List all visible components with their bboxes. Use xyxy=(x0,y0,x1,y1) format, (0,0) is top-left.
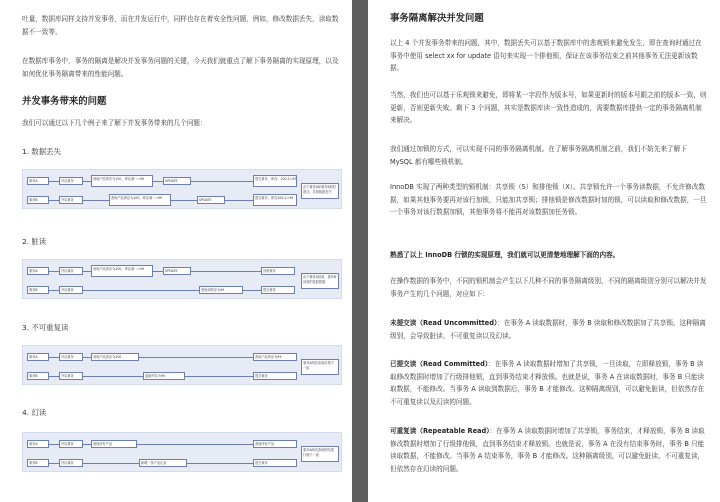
diagram-box: 开启事务 xyxy=(59,353,83,361)
diagram-box: 回滚事务 xyxy=(261,267,295,275)
diagram-box: 查询产品库存为100，库存减一=99 xyxy=(109,194,171,206)
diagram-box: 开启事务 xyxy=(59,459,83,467)
diagram-box: UPDATE xyxy=(197,196,225,204)
label-dirty-read: 2. 脏读 xyxy=(22,237,47,246)
diagram-box: 查询所有产品 xyxy=(91,440,137,448)
diagram-box: 开启事务 xyxy=(59,440,83,448)
left-page xyxy=(0,0,352,502)
read-committed-title: 已提交读（Read Committed） xyxy=(390,360,489,368)
diagram-box: 查询到库存为99 xyxy=(199,286,243,294)
diagram-box: 查询产品库存为99 xyxy=(253,353,297,361)
paragraph-lock-mechanisms: 我们通过加锁的方式，可以实现不同的事务隔离机制。在了解事务隔离机制之前，我们不妨先来了解下 MySQL 都有哪些锁机制。 xyxy=(390,145,687,166)
diagram-box: 事务B xyxy=(27,196,49,204)
paragraph-pessimistic-lock: 以上 4 个并发事务带来的问题，其中，数据丢失可以基于数据库中的悲观锁来避免发生，即在查询时通过在事务中使用 select xx for update 语句来实现一个排他锁，保证在该事务结束之前其他事务无法更新该数据。 xyxy=(390,39,702,73)
repeatable-read-title: 可重复读（Repeatable Read） xyxy=(390,427,490,435)
diagram-note: 事务A两次查询的结果行数不一致 xyxy=(301,446,339,462)
section-heading-concurrency: 并发事务带来的问题 xyxy=(22,96,107,107)
diagram-note: 由于事务A和事务B同时提交，导致数据丢失 xyxy=(301,183,339,199)
diagram-note: 由于事务A回滚，事务B读到的是脏数据 xyxy=(301,273,339,289)
label-lost-update: 1. 数据丢失 xyxy=(22,147,61,156)
read-uncommitted-title: 未提交读（Read Uncommitted） xyxy=(390,319,498,327)
diagram-lost-update xyxy=(22,169,342,209)
read-committed-text: ：在事务 A 读取数据时增加了共享锁，一旦读取，立即释放锁，事务 B 读取修改数据时增加了行级排他锁，直到事务结束才释放锁。也就是说，事务 A 在读取数据时，事务 B 只能读取数据，不能修改。当事务 A 读取到数据后，事务 B 才能修改。这种隔离级别，可以避免脏读，但依然存在不可重复读以及幻读的问题。 xyxy=(390,360,705,406)
paragraph-innodb-summary: 熟悉了以上 InnoDB 行锁的实现原理，我们就可以更清楚地理解下面的内容。 xyxy=(390,251,620,259)
diagram-box: 提交事务，库存：100-1=99 xyxy=(253,175,297,187)
intro-paragraph-1: 吐量，数据库同样支持并发事务，而在并发运行中，同样也存在着安全性问题，例如，修改数据丢失，读取数据不一致等。 xyxy=(22,15,339,36)
diagram-box: 事务A xyxy=(27,267,49,275)
diagram-box: 事务B xyxy=(27,459,49,467)
diagram-box: 提交事务 xyxy=(253,459,297,467)
diagram-phantom-read xyxy=(22,432,342,472)
diagram-box: 事务A xyxy=(27,440,49,448)
diagram-box: 提交事务，库存100-1=99 xyxy=(253,194,297,206)
paragraph-read-uncommitted xyxy=(390,317,708,342)
diagram-box: 更新库存为99 xyxy=(143,372,185,380)
paragraph-optimistic-lock: 当然，我们也可以基于乐观锁来避免，即将某一字段作为版本号，如果更新时的版本号跟之前的版本一致，则更新，否则更新失败。剩下 3 个问题，其实是数据库读一致性造成的，需要数据库提供一定的事务隔离机制来解决。 xyxy=(390,91,707,125)
right-page xyxy=(368,0,720,502)
diagram-box: UPDATE xyxy=(163,177,191,185)
section-heading-isolation: 事务隔离解决并发问题 xyxy=(390,13,484,24)
diagram-box: 查询产品库存为100，库存减一=99 xyxy=(91,175,153,187)
diagram-box: 开启事务 xyxy=(59,286,83,294)
intro-paragraph-2: 在数据库事务中，事务的隔离是解决并发事务问题的关键，今天我们就重点了解下事务隔离的实现原理，以及如何优化事务隔离带来的性能问题。 xyxy=(22,57,339,78)
diagram-box: 查询产品库存为100，库存减一=99 xyxy=(91,265,153,277)
paragraph-read-committed xyxy=(390,358,708,408)
diagram-box: 开启事务 xyxy=(59,267,83,275)
diagram-box: 开启事务 xyxy=(59,372,83,380)
lead-paragraph: 我们可以通过以下几个例子来了解下并发事务带来的几个问题： xyxy=(22,119,207,127)
diagram-box: 事务B xyxy=(27,286,49,294)
paragraph-innodb-locks: InnoDB 实现了两种类型的锁机制：共享锁（S）和排他锁（X）。共享锁允许一个事务读数据，不允许修改数据，如果其他事务要再对该行加锁，只能加共享锁；排他锁是修改数据时加的锁，可以读取和修改数据，一旦一个事务对该行数据加锁，其他事务将不能再对该数据加任务锁。 xyxy=(390,183,707,217)
diagram-box: 开启事务 xyxy=(59,196,83,204)
diagram-box: 查询所有产品 xyxy=(253,440,297,448)
read-uncommitted-text: ：在事务 A 读取数据时，事务 B 读取和修改数据加了共享锁。这种隔离级别，会导致脏读、不可重复读以及幻读。 xyxy=(390,319,706,340)
diagram-box: 事务A xyxy=(27,353,49,361)
paragraph-isolation-levels: 在操作数据的事务中，不同的锁机制会产生以下几种不同的事务隔离级别，不同的隔离级别分别可以解决并发事务产生的几个问题，对应如下： xyxy=(390,277,707,298)
diagram-box: 事务B xyxy=(27,372,49,380)
diagram-dirty-read xyxy=(22,259,342,299)
diagram-box: 新增一条产品记录 xyxy=(139,459,187,467)
label-non-repeatable-read: 3. 不可重复读 xyxy=(22,323,69,332)
repeatable-read-text: ：在事务 A 读取数据时增加了共享锁，事务结束，才释放锁，事务 B 读取修改数据时增加了行级排他锁，直到事务结束才释放锁。也就是说，事务 A 在没有结束事务时，事务 B 只能读取数据，不能修改。当事务 A 结束事务，事务 B 才能修改。这种隔离级别，可以避免脏读、不可重复读，但依然存在幻读的问题。 xyxy=(390,427,705,473)
diagram-box: UPDATE xyxy=(163,267,191,275)
diagram-non-repeatable-read xyxy=(22,345,342,385)
diagram-box: 开启事务 xyxy=(59,177,83,185)
diagram-box: 事务A xyxy=(27,177,49,185)
diagram-box: 提交事务 xyxy=(253,372,297,380)
label-phantom-read: 4. 幻读 xyxy=(22,408,47,417)
diagram-box: 提交事务 xyxy=(261,286,295,294)
diagram-note: 事务A两次读取结果不一致 xyxy=(301,359,339,375)
paragraph-repeatable-read xyxy=(390,425,708,475)
diagram-box: 查询产品库存为100 xyxy=(91,353,139,361)
